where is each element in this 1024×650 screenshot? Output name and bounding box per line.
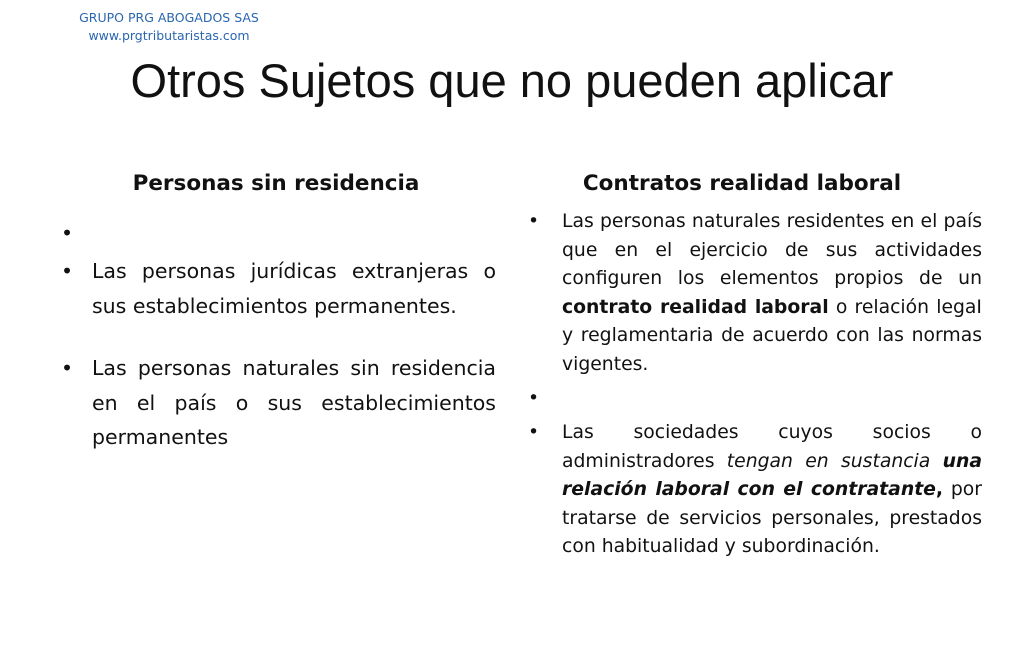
bullet-icon: •	[528, 211, 540, 232]
right-bullet-list	[528, 208, 982, 562]
list-item	[61, 216, 496, 250]
left-column-heading: Personas sin residencia	[132, 171, 420, 196]
emphasis-italic-text: una relación laboral con el contratante	[562, 450, 982, 500]
bullet-icon: •	[528, 422, 540, 443]
list-item	[61, 351, 496, 455]
italic-text: tengan en sustancia	[726, 450, 943, 472]
list-item	[61, 254, 496, 323]
bullet-icon: •	[528, 388, 540, 409]
emphasis-comma: ,	[935, 479, 944, 500]
list-item-text: Las sociedades cuyos socios o administradores	[562, 422, 982, 472]
list-item-text: Las personas naturales residentes en el país que en el ejercicio de sus actividades configuren los elementos propios de un	[562, 211, 982, 289]
emphasis-text: contrato realidad laboral	[562, 296, 829, 318]
list-item	[528, 419, 982, 562]
bullet-icon: •	[61, 221, 74, 245]
right-column-heading: Contratos realidad laboral	[582, 171, 902, 196]
page-title: Otros Sujetos que no pueden aplicar	[130, 54, 894, 107]
list-item-text: o relación legaI y reglamentaria de acuerdo con las normas vigentes.	[562, 296, 982, 375]
bullet-icon: •	[61, 356, 74, 380]
list-item	[528, 385, 982, 413]
firm-website: www.prgtributaristas.com	[88, 28, 250, 43]
left-bullet-list	[61, 216, 496, 483]
bullet-icon: •	[61, 259, 74, 283]
firm-name: GRUPO PRG ABOGADOS SAS	[79, 10, 259, 25]
list-item	[528, 208, 982, 379]
list-item-text: Las personas jurídicas extranjeras o sus establecimientos permanentes.	[92, 259, 496, 318]
list-item-text: Las personas naturales sin residencia en el país o sus establecimientos permanentes	[92, 356, 496, 449]
list-item-text: por tratarse de servicios personales, prestados con habitualidad y subordinación.	[562, 479, 982, 557]
